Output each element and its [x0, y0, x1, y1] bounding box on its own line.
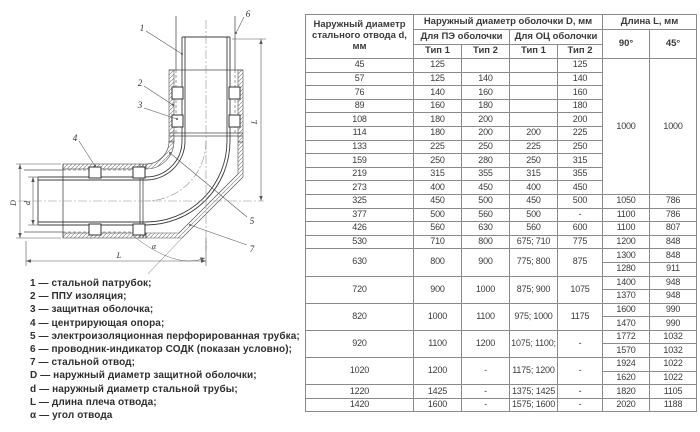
table-cell: -	[558, 358, 603, 385]
callout-3: 3	[137, 100, 143, 110]
table-cell: 1200	[462, 330, 510, 357]
table-cell: 1570	[603, 344, 650, 358]
table-cell	[510, 72, 558, 86]
table-cell: 1000	[414, 303, 462, 330]
table-cell: 450	[558, 181, 603, 195]
table-cell: 1400	[603, 276, 650, 290]
table-cell: 1820	[603, 385, 650, 399]
table-cell: 140	[558, 72, 603, 86]
table-cell: 1100	[414, 330, 462, 357]
legend-item: d — наружный диаметр стальной трубы;	[30, 383, 238, 395]
table-cell: 560	[462, 208, 510, 222]
steel-pipe	[38, 37, 230, 225]
header-group-L: Длина L, мм	[603, 15, 697, 30]
table-cell: 125	[558, 59, 603, 73]
header-d: Наружный диаметр стального отвода d, мм	[306, 15, 414, 59]
table-row	[306, 249, 697, 263]
table-cell: 1220	[306, 385, 414, 399]
callout-7: 7	[249, 244, 255, 254]
dimensions-table-wrap	[305, 14, 697, 412]
callout-6: 6	[245, 9, 251, 19]
table-cell: 450	[462, 181, 510, 195]
table-cell: -	[462, 358, 510, 385]
table-cell: 76	[306, 86, 414, 100]
table-cell: -	[558, 330, 603, 357]
table-cell: 800	[414, 249, 462, 276]
table-cell: 560	[510, 222, 558, 236]
table-cell: 500	[462, 194, 510, 208]
table-cell: 133	[306, 140, 414, 154]
table-cell: 1032	[650, 344, 697, 358]
table-cell: 250	[510, 154, 558, 168]
table-cell: 900	[462, 249, 510, 276]
table-cell: 1300	[603, 249, 650, 263]
table-cell: 108	[306, 113, 414, 127]
callout-4: 4	[72, 133, 78, 143]
table-cell: 1100	[603, 222, 650, 236]
table-cell: 250	[414, 154, 462, 168]
table-row	[306, 303, 697, 317]
legend-item: 6 — проводник-индикатор СОДК (показан условно);	[30, 344, 293, 356]
casing-edges	[63, 70, 243, 238]
table-cell: 57	[306, 72, 414, 86]
legend-item: 3 — защитная оболочка;	[30, 304, 154, 316]
table-cell: 89	[306, 99, 414, 113]
table-cell: 450	[414, 194, 462, 208]
header-type2-pe: Тип 2	[462, 45, 510, 59]
table-cell: 675; 710	[510, 235, 558, 249]
table-cell: 1075; 1100;	[510, 330, 558, 357]
table-cell: 1470	[603, 317, 650, 331]
table-body	[306, 59, 697, 412]
table-cell: 1075	[558, 276, 603, 303]
table-cell: 125	[414, 59, 462, 73]
table-cell: -	[558, 398, 603, 412]
table-row	[306, 385, 697, 399]
table-cell: 775	[558, 235, 603, 249]
table-cell: -	[462, 398, 510, 412]
table-cell: 273	[306, 181, 414, 195]
callout-1: 1	[139, 23, 145, 33]
table-row	[306, 358, 697, 372]
table-cell: 315	[510, 167, 558, 181]
table-cell: 180	[414, 113, 462, 127]
table-cell: 140	[462, 72, 510, 86]
table-header	[306, 15, 697, 59]
angle-label: α	[151, 242, 157, 251]
table-cell: 1280	[603, 262, 650, 276]
table-cell: 1100	[603, 208, 650, 222]
table-cell: 786	[650, 208, 697, 222]
legend-item: 4 — центрирующая опора;	[30, 317, 165, 329]
table-cell: 225	[558, 126, 603, 140]
table-cell: 911	[650, 262, 697, 276]
table-cell: 1200	[414, 358, 462, 385]
legend-item: D — наружный диаметр защитной оболочки;	[30, 370, 257, 382]
table-cell: 948	[650, 276, 697, 290]
table-cell: 114	[306, 126, 414, 140]
table-row	[306, 398, 697, 412]
table-cell: 500	[510, 208, 558, 222]
table-cell: 1188	[650, 398, 697, 412]
table-cell: 1100	[462, 303, 510, 330]
table-cell: 848	[650, 235, 697, 249]
table-cell: 710	[414, 235, 462, 249]
table-cell: 400	[414, 181, 462, 195]
table-cell: 180	[462, 99, 510, 113]
header-45: 45°	[650, 30, 697, 59]
header-type2-oc: Тип 2	[558, 45, 603, 59]
table-cell: -	[462, 385, 510, 399]
table-cell: 600	[558, 222, 603, 236]
table-cell: 720	[306, 276, 414, 303]
table-cell: 355	[558, 167, 603, 181]
table-cell: 426	[306, 222, 414, 236]
table-cell	[510, 113, 558, 127]
table-cell: 1425	[414, 385, 462, 399]
table-row	[306, 208, 697, 222]
table-cell: 140	[414, 86, 462, 100]
table-cell: 200	[462, 126, 510, 140]
table-cell: 2020	[603, 398, 650, 412]
table-cell: 807	[650, 222, 697, 236]
table-cell: 1600	[603, 303, 650, 317]
table-cell: 900	[414, 276, 462, 303]
table-cell: 160	[558, 86, 603, 100]
table-row	[306, 194, 697, 208]
table-cell: 355	[462, 167, 510, 181]
table-cell: 450	[510, 194, 558, 208]
table-cell: 786	[650, 194, 697, 208]
table-cell: 1772	[603, 330, 650, 344]
dim-label-L-right: L	[250, 119, 259, 125]
table-cell: 1600	[414, 398, 462, 412]
table-cell: 200	[558, 113, 603, 127]
table-cell: 250	[462, 140, 510, 154]
header-pe: Для ПЭ оболочки	[414, 30, 510, 45]
table-cell: 1020	[306, 358, 414, 385]
header-type1-pe: Тип 1	[414, 45, 462, 59]
callout-5: 5	[249, 216, 255, 226]
dim-label-d: d	[23, 201, 32, 205]
table-cell: 1420	[306, 398, 414, 412]
table-cell: 1000	[603, 59, 650, 195]
table-cell: 990	[650, 317, 697, 331]
table-cell: 500	[558, 194, 603, 208]
callout-leaders	[79, 17, 247, 245]
table-cell: 875	[558, 249, 603, 276]
table-cell: 180	[414, 126, 462, 140]
legend-item: 1 — стальной патрубок;	[30, 278, 152, 289]
table-cell: 219	[306, 167, 414, 181]
table-cell	[510, 86, 558, 100]
dimensions-table	[305, 14, 697, 412]
table-cell	[510, 99, 558, 113]
header-group-D: Наружный диаметр оболочки D, мм	[414, 15, 603, 30]
table-cell: 1620	[603, 371, 650, 385]
table-cell: 1022	[650, 371, 697, 385]
table-cell: 125	[414, 72, 462, 86]
table-cell: 225	[510, 140, 558, 154]
table-cell: 875; 900	[510, 276, 558, 303]
table-cell: 160	[414, 99, 462, 113]
table-cell: 315	[558, 154, 603, 168]
table-cell: 1032	[650, 330, 697, 344]
table-cell: 250	[558, 140, 603, 154]
table-row	[306, 330, 697, 344]
header-type1-oc: Тип 1	[510, 45, 558, 59]
table-cell: 280	[462, 154, 510, 168]
table-cell: -	[558, 208, 603, 222]
table-cell: 400	[510, 181, 558, 195]
table-cell: 315	[414, 167, 462, 181]
table-cell: 1105	[650, 385, 697, 399]
header-90: 90°	[603, 30, 650, 59]
table-cell: 775; 800	[510, 249, 558, 276]
table-cell: 325	[306, 194, 414, 208]
table-cell: 200	[510, 126, 558, 140]
table-cell: 920	[306, 330, 414, 357]
table-cell: 975; 1000	[510, 303, 558, 330]
table-cell: 530	[306, 235, 414, 249]
table-cell: 1200	[603, 235, 650, 249]
table-cell: 1375; 1425	[510, 385, 558, 399]
table-row	[306, 222, 697, 236]
table-cell: 225	[414, 140, 462, 154]
table-cell: 45	[306, 59, 414, 73]
table-cell: 1175	[558, 303, 603, 330]
table-row	[306, 276, 697, 290]
table-cell: 820	[306, 303, 414, 330]
table-cell: 948	[650, 290, 697, 304]
table-cell: 800	[462, 235, 510, 249]
table-cell: 377	[306, 208, 414, 222]
callout-2: 2	[137, 78, 143, 88]
elbow-drawing	[6, 2, 306, 274]
table-cell: 848	[650, 249, 697, 263]
legend	[30, 277, 300, 422]
table-row	[306, 59, 697, 73]
table-row	[306, 235, 697, 249]
table-cell: 990	[650, 303, 697, 317]
table-cell: 1000	[462, 276, 510, 303]
table-cell: 630	[306, 249, 414, 276]
table-cell: 159	[306, 154, 414, 168]
header-oc: Для ОЦ оболочки	[510, 30, 603, 45]
table-cell: 160	[462, 86, 510, 100]
table-cell: 1050	[603, 194, 650, 208]
table-cell: 1924	[603, 358, 650, 372]
table-cell: 1575; 1600	[510, 398, 558, 412]
table-cell: -	[558, 385, 603, 399]
table-cell: 630	[462, 222, 510, 236]
table-cell: 560	[414, 222, 462, 236]
sodk-wires	[24, 16, 235, 232]
legend-item: L — длина плеча отвода;	[30, 396, 157, 408]
table-cell: 1000	[650, 59, 697, 195]
table-cell: 500	[414, 208, 462, 222]
table-cell: 1370	[603, 290, 650, 304]
table-cell	[510, 59, 558, 73]
table-cell: 200	[462, 113, 510, 127]
table-cell: 180	[558, 99, 603, 113]
dim-label-D: D	[9, 200, 18, 206]
legend-item: 5 — электроизоляционная перфорированная трубка;	[30, 330, 300, 342]
legend-item: 2 — ППУ изоляция;	[30, 291, 127, 303]
legend-item: α — угол отвода	[30, 410, 113, 422]
table-cell: 1022	[650, 358, 697, 372]
casing-shell	[63, 70, 243, 238]
table-cell: 1175; 1200	[510, 358, 558, 385]
table-cell	[462, 59, 510, 73]
dim-label-L-bottom: L	[116, 251, 122, 260]
legend-item: 7 — стальной отвод;	[30, 357, 136, 369]
